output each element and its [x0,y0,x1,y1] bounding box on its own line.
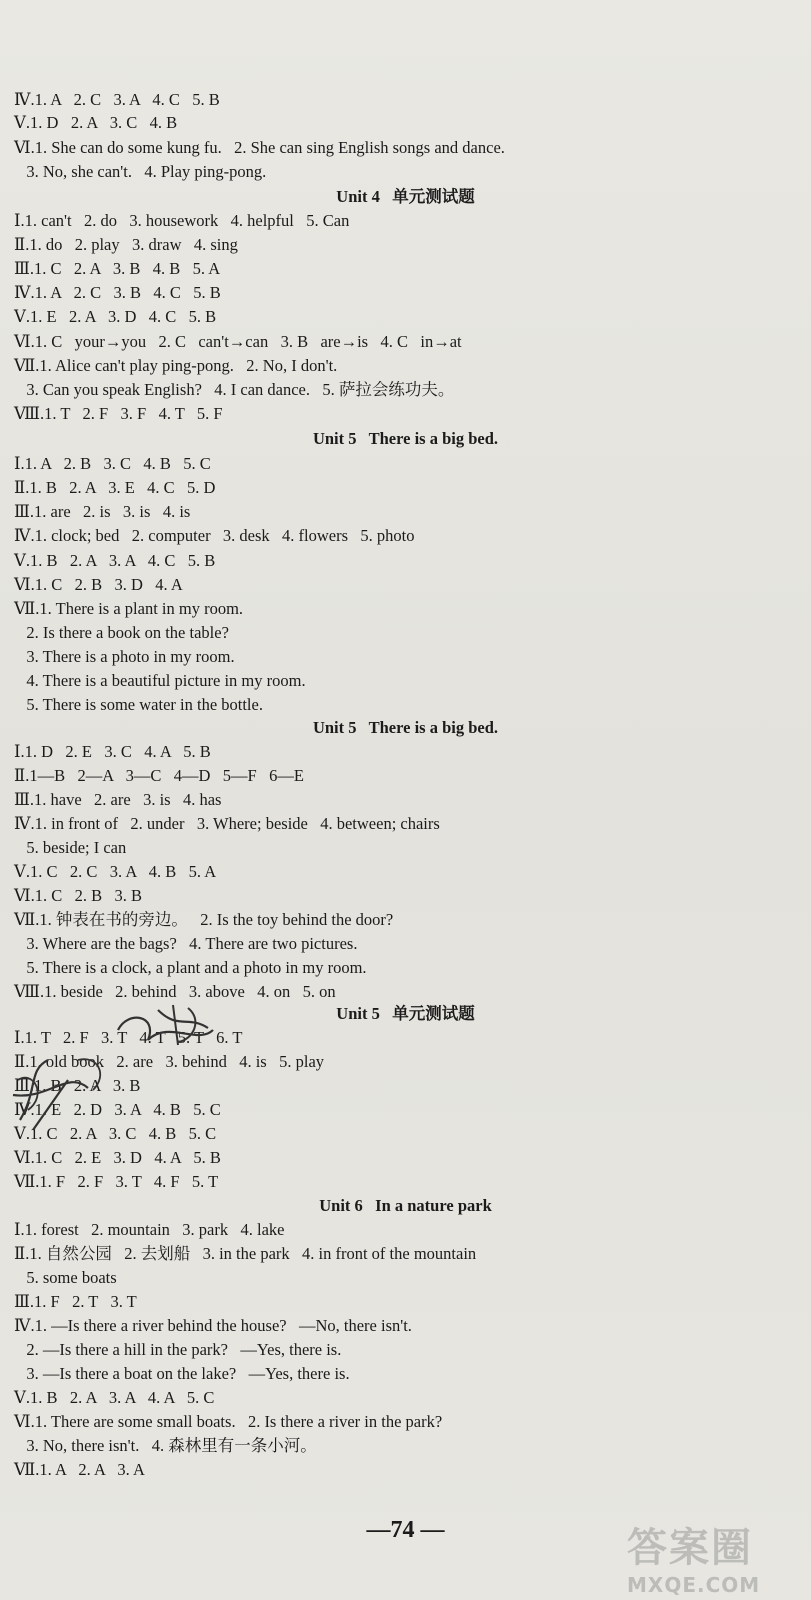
answer-line: Ⅰ.1. forest 2. mountain 3. park 4. lake [14,1220,285,1239]
answer-line: Ⅴ.1. C 2. C 3. A 4. B 5. A [14,862,217,881]
answer-line: Ⅷ.1. beside 2. behind 3. above 4. on 5. on [14,982,336,1001]
answer-line: 3. —Is there a boat on the lake? —Yes, there is. [14,1364,350,1383]
answer-line: Ⅳ.1. E 2. D 3. A 4. B 5. C [14,1100,221,1119]
answer-line: Ⅶ.1. F 2. F 3. T 4. F 5. T [14,1172,219,1191]
answer-line: 3. No, there isn't. 4. 森林里有一条小河。 [14,1436,317,1455]
answer-line: Ⅵ.1. C 2. B 3. D 4. A [14,575,183,594]
watermark-title: 答案圈 [627,1525,753,1571]
answer-line: Ⅵ.1. There are some small boats. 2. Is there a river in the park? [14,1412,443,1431]
answer-line: Ⅵ.1. C 2. E 3. D 4. A 5. B [14,1148,221,1167]
answer-line: Ⅶ.1. A 2. A 3. A [14,1460,145,1479]
answer-line: Ⅷ.1. T 2. F 3. F 4. T 5. F [14,404,223,423]
answer-line: 3. Can you speak English? 4. I can dance. 5. 萨拉会练功夫。 [14,380,455,399]
section-heading: Unit 4 单元测试题 [336,187,475,206]
answer-line: Ⅱ.1. old book 2. are 3. behind 4. is 5. play [14,1052,325,1071]
answer-line: Ⅱ.1. 自然公园 2. 去划船 3. in the park 4. in front of the mountain [14,1244,477,1263]
answer-line: Ⅳ.1. clock; bed 2. computer 3. desk 4. flowers 5. photo [14,526,415,545]
section-heading: Unit 6 In a nature park [319,1196,492,1215]
answer-line: Ⅴ.1. D 2. A 3. C 4. B [14,113,178,132]
answer-line: Ⅱ.1. do 2. play 3. draw 4. sing [14,235,238,254]
page-number: —74 — [366,1517,445,1543]
answer-line: Ⅵ.1. C your→you 2. C can't→can 3. B are→is 4. C in→at [14,332,462,351]
answer-line: Ⅳ.1. A 2. C 3. B 4. C 5. B [14,283,221,302]
answer-line: 3. Where are the bags? 4. There are two pictures. [14,934,358,953]
answer-line: Ⅴ.1. B 2. A 3. A 4. A 5. C [14,1388,215,1407]
answer-line: Ⅵ.1. She can do some kung fu. 2. She can sing English songs and dance. [14,138,505,157]
answer-line: 4. There is a beautiful picture in my room. [14,671,306,690]
answer-line: Ⅱ.1. B 2. A 3. E 4. C 5. D [14,478,216,497]
answer-line: Ⅲ.1. F 2. T 3. T [14,1292,137,1311]
watermark-logo [627,1516,797,1597]
answer-line: 3. No, she can't. 4. Play ping-pong. [14,162,267,181]
answer-line: Ⅳ.1. —Is there a river behind the house? —No, there isn't. [14,1316,412,1335]
answer-line: Ⅱ.1—B 2—A 3—C 4—D 5—F 6—E [14,766,304,785]
answer-line: Ⅰ.1. can't 2. do 3. housework 4. helpful 5. Can [14,211,350,230]
answer-line: Ⅲ.1. B 2. A 3. B [14,1076,141,1095]
handwritten-scribble [8,1000,238,1140]
answer-line: Ⅴ.1. B 2. A 3. A 4. C 5. B [14,551,216,570]
answer-line: Ⅰ.1. A 2. B 3. C 4. B 5. C [14,454,211,473]
answer-line: Ⅲ.1. are 2. is 3. is 4. is [14,502,191,521]
answer-line: Ⅴ.1. E 2. A 3. D 4. C 5. B [14,307,217,326]
answer-line: Ⅶ.1. There is a plant in my room. [14,599,244,618]
answer-line: 5. beside; I can [14,838,127,857]
answer-line: 3. There is a photo in my room. [14,647,235,666]
answer-line: Ⅶ.1. 钟表在书的旁边。 2. Is the toy behind the door? [14,910,394,929]
answer-line: Ⅲ.1. C 2. A 3. B 4. B 5. A [14,259,221,278]
answer-line: 5. There is some water in the bottle. [14,695,263,714]
answer-line: Ⅵ.1. C 2. B 3. B [14,886,142,905]
answer-line: 5. some boats [14,1268,117,1287]
answer-line: Ⅳ.1. in front of 2. under 3. Where; beside 4. between; chairs [14,814,440,833]
answer-line: Ⅰ.1. D 2. E 3. C 4. A 5. B [14,742,211,761]
answer-line: Ⅲ.1. have 2. are 3. is 4. has [14,790,222,809]
section-heading: Unit 5 单元测试题 [336,1004,475,1023]
watermark-url: MXQE.COM [627,1573,761,1597]
answer-line: Ⅴ.1. C 2. A 3. C 4. B 5. C [14,1124,217,1143]
section-heading: Unit 5 There is a big bed. [312,718,499,737]
answer-line: Ⅰ.1. T 2. F 3. T 4. T 5. T 6. T [14,1028,243,1047]
section-heading: Unit 5 There is a big bed. [312,429,499,448]
answer-line: Ⅶ.1. Alice can't play ping-pong. 2. No, I don't. [14,356,338,375]
answer-line: 5. There is a clock, a plant and a photo in my room. [14,958,367,977]
answer-line: Ⅳ.1. A 2. C 3. A 4. C 5. B [14,90,220,109]
answer-line: 2. —Is there a hill in the park? —Yes, there is. [14,1340,342,1359]
answer-line: 2. Is there a book on the table? [14,623,229,642]
